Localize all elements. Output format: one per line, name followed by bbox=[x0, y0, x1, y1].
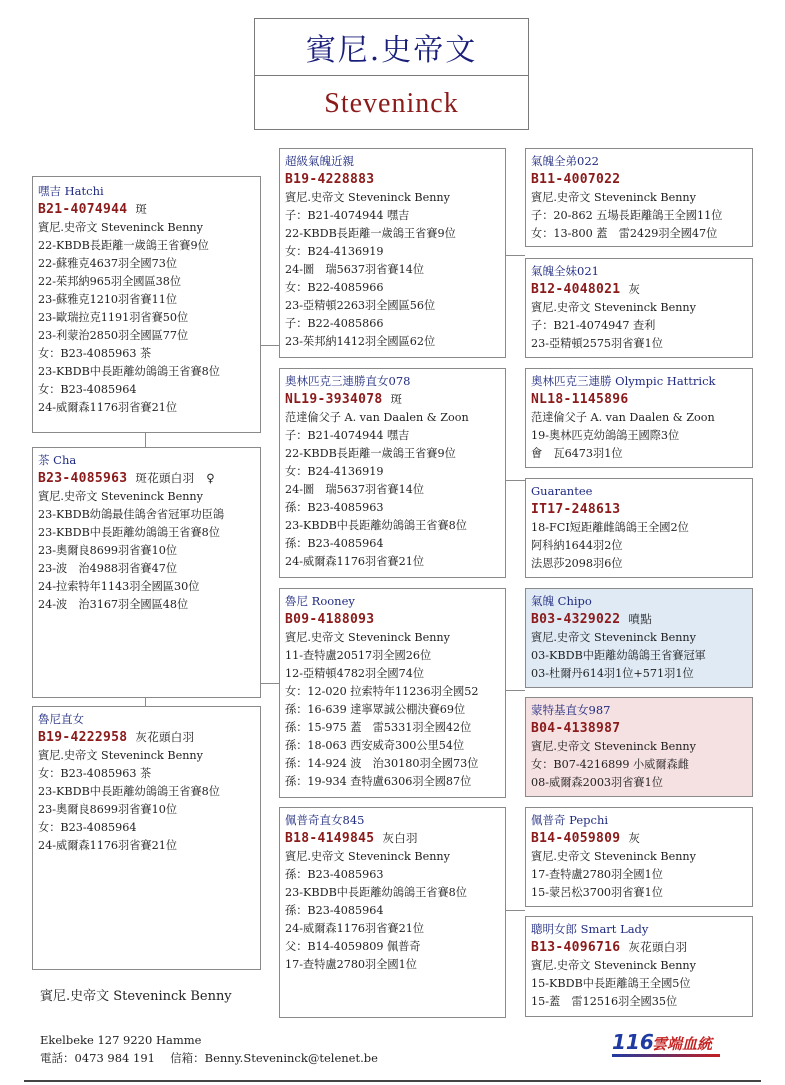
title-divider bbox=[255, 75, 528, 76]
card-name: 聰明女郎 Smart Lady bbox=[531, 922, 649, 936]
card-line: 子：B21-4074944 嘿吉 bbox=[285, 209, 410, 222]
card-line: 孫：18-063 西安威奇300公里54位 bbox=[285, 739, 465, 752]
card-color: 灰花頭白羽 bbox=[135, 730, 195, 744]
card-color: 灰 bbox=[628, 282, 641, 296]
card-line: 19-奧林匹克幼鴿鴿王國際3位 bbox=[531, 429, 680, 442]
card-ring-number: B14-4059809 灰 bbox=[531, 831, 641, 846]
card-color: 斑花頭白羽 ♀ bbox=[135, 471, 215, 485]
card-ring-number: NL19-3934078 斑 bbox=[285, 392, 403, 407]
card-line: 孫：B23-4085963 bbox=[285, 501, 384, 514]
pedigree-card-ggp-6 bbox=[525, 697, 753, 797]
pedigree-card-ggp-7 bbox=[525, 807, 753, 907]
card-ring-number: B19-4222958 灰花頭白羽 bbox=[38, 730, 195, 745]
card-line: 賓尼.史帝文 Steveninck Benny bbox=[531, 301, 696, 314]
pedigree-card-grandsire-1 bbox=[279, 148, 506, 358]
card-line: 17-查特盧2780羽全國1位 bbox=[285, 958, 417, 971]
pedigree-card-grandsire-2 bbox=[279, 588, 506, 798]
connector-gp2 bbox=[505, 480, 525, 481]
pedigree-card-subject bbox=[32, 447, 261, 698]
card-ring-number: B19-4228883 bbox=[285, 172, 375, 187]
breeder-address: Ekelbeke 127 9220 Hamme bbox=[40, 1033, 202, 1047]
card-line: 子：B22-4085866 bbox=[285, 317, 384, 330]
card-line: 03-杜爾丹614羽1位+571羽1位 bbox=[531, 667, 694, 680]
card-line: 賓尼.史帝文 Steveninck Benny bbox=[531, 850, 696, 863]
card-line: 范達倫父子 A. van Daalen & Zoon bbox=[285, 411, 469, 424]
card-line: 22-茱邦納965羽全國區38位 bbox=[38, 275, 182, 288]
connector-gp1 bbox=[505, 255, 525, 256]
card-line: 24-波 治3167羽全國區48位 bbox=[38, 598, 189, 611]
card-line: 23-KBDB中長距離幼鴿鴿王省賽8位 bbox=[38, 526, 220, 539]
card-line: 孫：14-924 波 治30180羽全國73位 bbox=[285, 757, 479, 770]
card-line: 女：B23-4085963 茶 bbox=[38, 347, 152, 360]
card-color: 灰 bbox=[628, 831, 641, 845]
card-line: 23-KBDB中長距離幼鴿鴿王省賽8位 bbox=[38, 785, 220, 798]
card-line: 女：12-020 拉索特年11236羽全國52 bbox=[285, 685, 479, 698]
card-ring-number: B11-4007022 bbox=[531, 172, 621, 187]
card-line: 賓尼.史帝文 Steveninck Benny bbox=[285, 850, 450, 863]
card-line: 24-威爾森1176羽省賽21位 bbox=[285, 555, 425, 568]
card-line: 會 瓦6473羽1位 bbox=[531, 447, 623, 460]
card-name: Guarantee bbox=[531, 484, 593, 498]
card-line: 23-KBDB中長距離幼鴿鴿王省賽8位 bbox=[38, 365, 220, 378]
card-line: 阿科納1644羽2位 bbox=[531, 539, 623, 552]
card-color: 灰花頭白羽 bbox=[628, 940, 688, 954]
card-line: 子：20-862 五場長距離鴿王全國11位 bbox=[531, 209, 723, 222]
pedigree-card-granddam-2 bbox=[279, 807, 506, 1018]
card-line: 18-FCI短距離雌鴿鴿王全國2位 bbox=[531, 521, 689, 534]
card-line: 孫：B23-4085964 bbox=[285, 904, 384, 917]
pedigree-card-ggp-5 bbox=[525, 588, 753, 688]
card-line: 賓尼.史帝文 Steveninck Benny bbox=[531, 959, 696, 972]
card-line: 22-KBDB長距離一歲鴿王省賽9位 bbox=[38, 239, 209, 252]
card-ring-number: B13-4096716 灰花頭白羽 bbox=[531, 940, 688, 955]
card-name: 佩普奇直女845 bbox=[285, 813, 365, 827]
pedigree-card-ggp-3 bbox=[525, 368, 753, 468]
title-chinese: 賓尼.史帝文 bbox=[305, 33, 478, 68]
card-line: 孫：B23-4085963 bbox=[285, 868, 384, 881]
card-ring-number: B04-4138987 bbox=[531, 721, 621, 736]
title-english: Steveninck bbox=[324, 88, 459, 119]
breeder-contact: 電話：0473 984 191 信箱：Benny.Steveninck@telenet.be bbox=[40, 1051, 378, 1065]
card-line: 法恩莎2098羽6位 bbox=[531, 557, 623, 570]
card-name: 魯尼直女 bbox=[38, 712, 84, 726]
card-line: 孫：15-975 蓋 雷5331羽全國42位 bbox=[285, 721, 472, 734]
card-line: 女：B23-4085964 bbox=[38, 821, 137, 834]
card-name: 佩普奇 Pepchi bbox=[531, 813, 609, 827]
card-line: 子：B21-4074944 嘿吉 bbox=[285, 429, 410, 442]
card-name: 氣魄 Chipo bbox=[531, 594, 592, 608]
card-line: 23-亞精頓2575羽省賽1位 bbox=[531, 337, 663, 350]
pedigree-card-sire bbox=[32, 176, 261, 433]
card-line: 女：B23-4085964 bbox=[38, 383, 137, 396]
card-line: 24-威爾森1176羽省賽21位 bbox=[285, 922, 425, 935]
card-line: 賓尼.史帝文 Steveninck Benny bbox=[38, 490, 203, 503]
card-line: 22-KBDB長距離一歲鴿王省賽9位 bbox=[285, 447, 456, 460]
connector-sire-vertical bbox=[145, 432, 146, 448]
card-line: 22-KBDB長距離一歲鴿王省賽9位 bbox=[285, 227, 456, 240]
pedigree-card-granddam-1 bbox=[279, 368, 506, 578]
card-name: 超級氣魄近親 bbox=[285, 154, 354, 168]
card-line: 女：13-800 蓋 雷2429羽全國47位 bbox=[531, 227, 718, 240]
card-name: 奧林匹克三連勝 Olympic Hattrick bbox=[531, 374, 716, 388]
card-name: 氣魄全妹021 bbox=[531, 264, 599, 278]
card-line: 范達倫父子 A. van Daalen & Zoon bbox=[531, 411, 715, 424]
card-line: 賓尼.史帝文 Steveninck Benny bbox=[285, 631, 450, 644]
card-ring-number: B12-4048021 灰 bbox=[531, 282, 641, 297]
card-line: 23-蘇雅克1210羽省賽11位 bbox=[38, 293, 178, 306]
card-ring-number: B09-4188093 bbox=[285, 612, 375, 627]
connector-sire-sire bbox=[260, 345, 280, 346]
card-line: 孫：19-934 查特盧6306羽全國87位 bbox=[285, 775, 472, 788]
card-line: 女：B22-4085966 bbox=[285, 281, 384, 294]
card-line: 父：B14-4059809 佩普奇 bbox=[285, 940, 421, 953]
card-ring-number: NL18-1145896 bbox=[531, 392, 629, 407]
card-line: 23-KBDB中長距離幼鴿鴿王省賽8位 bbox=[285, 519, 467, 532]
card-line: 23-KBDB幼鴿最佳鴿舍省冠軍功臣鴿 bbox=[38, 508, 225, 521]
card-line: 女：B23-4085963 茶 bbox=[38, 767, 152, 780]
card-line: 23-歐瑞拉克1191羽省賽50位 bbox=[38, 311, 189, 324]
card-ring-number: B18-4149845 灰白羽 bbox=[285, 831, 418, 846]
card-line: 23-茱邦納1412羽全國區62位 bbox=[285, 335, 436, 348]
card-line: 賓尼.史帝文 Steveninck Benny bbox=[531, 631, 696, 644]
card-line: 子：B21-4074947 查利 bbox=[531, 319, 656, 332]
card-color: 斑 bbox=[390, 392, 403, 406]
card-line: 24-威爾森1176羽省賽21位 bbox=[38, 401, 178, 414]
card-ring-number: B23-4085963 斑花頭白羽 ♀ bbox=[38, 471, 215, 486]
card-line: 23-利蒙治2850羽全國區77位 bbox=[38, 329, 189, 342]
connector-gp3 bbox=[505, 690, 525, 691]
logo-underline bbox=[612, 1054, 720, 1057]
card-ring-number: B03-4329022 噴點 bbox=[531, 612, 653, 627]
card-color: 灰白羽 bbox=[382, 831, 418, 845]
connector-dam-sire bbox=[260, 683, 280, 684]
card-line: 24-拉索特年1143羽全國區30位 bbox=[38, 580, 200, 593]
card-line: 08-威爾森2003羽省賽1位 bbox=[531, 776, 663, 789]
bottom-divider bbox=[24, 1080, 761, 1082]
card-name: 奧林匹克三連勝直女078 bbox=[285, 374, 411, 388]
card-line: 24-威爾森1176羽省賽21位 bbox=[38, 839, 178, 852]
card-line: 24-圖 瑞5637羽省賽14位 bbox=[285, 483, 425, 496]
pedigree-card-dam bbox=[32, 706, 261, 970]
card-line: 03-KBDB中距離幼鴿鴿王省賽冠軍 bbox=[531, 649, 706, 662]
card-line: 15-蓋 雷12516羽全國35位 bbox=[531, 995, 678, 1008]
card-name: 茶 Cha bbox=[38, 453, 77, 467]
title-box bbox=[254, 18, 529, 130]
card-line: 賓尼.史帝文 Steveninck Benny bbox=[285, 191, 450, 204]
card-name: 蒙特基直女987 bbox=[531, 703, 611, 717]
card-line: 23-奧爾良8699羽省賽10位 bbox=[38, 544, 178, 557]
pedigree-card-ggp-4 bbox=[525, 478, 753, 578]
card-line: 賓尼.史帝文 Steveninck Benny bbox=[531, 740, 696, 753]
card-line: 15-蒙呂松3700羽省賽1位 bbox=[531, 886, 663, 899]
pedigree-card-ggp-2 bbox=[525, 258, 753, 358]
card-line: 22-蘇雅克4637羽全國73位 bbox=[38, 257, 178, 270]
pedigree-card-ggp-1 bbox=[525, 148, 753, 247]
connector-gp4 bbox=[505, 910, 525, 911]
card-line: 賓尼.史帝文 Steveninck Benny bbox=[38, 221, 203, 234]
card-line: 女：B07-4216899 小威爾森雌 bbox=[531, 758, 689, 771]
breeder-name: 賓尼.史帝文 Steveninck Benny bbox=[40, 989, 232, 1004]
card-line: 女：B24-4136919 bbox=[285, 245, 384, 258]
card-color: 噴點 bbox=[628, 612, 653, 626]
card-name: 氣魄全弟022 bbox=[531, 154, 599, 168]
logo-text: 雲端血統 bbox=[652, 1035, 713, 1053]
card-name: 魯尼 Rooney bbox=[285, 594, 355, 608]
card-line: 11-查特盧20517羽全國26位 bbox=[285, 649, 432, 662]
card-line: 15-KBDB中長距離鴿王全國5位 bbox=[531, 977, 691, 990]
logo-number: 116 bbox=[612, 1030, 654, 1054]
card-line: 孫：B23-4085964 bbox=[285, 537, 384, 550]
card-line: 賓尼.史帝文 Steveninck Benny bbox=[531, 191, 696, 204]
card-ring-number: B21-4074944 斑 bbox=[38, 202, 148, 217]
pedigree-card-ggp-8 bbox=[525, 916, 753, 1017]
card-line: 12-亞精頓4782羽全國74位 bbox=[285, 667, 425, 680]
card-line: 賓尼.史帝文 Steveninck Benny bbox=[38, 749, 203, 762]
card-line: 17-查特盧2780羽全國1位 bbox=[531, 868, 663, 881]
card-line: 23-波 治4988羽省賽47位 bbox=[38, 562, 178, 575]
card-line: 23-奧爾良8699羽省賽10位 bbox=[38, 803, 178, 816]
card-line: 23-亞精頓2263羽全國區56位 bbox=[285, 299, 436, 312]
card-ring-number: IT17-248613 bbox=[531, 502, 621, 517]
card-line: 孫：16-639 達寧眾誠公棚決賽69位 bbox=[285, 703, 466, 716]
brand-logo bbox=[612, 1030, 720, 1056]
card-line: 女：B24-4136919 bbox=[285, 465, 384, 478]
card-line: 24-圖 瑞5637羽省賽14位 bbox=[285, 263, 425, 276]
card-line: 23-KBDB中長距離幼鴿鴿王省賽8位 bbox=[285, 886, 467, 899]
card-name: 嘿吉 Hatchi bbox=[38, 184, 104, 198]
card-color: 斑 bbox=[135, 202, 148, 216]
